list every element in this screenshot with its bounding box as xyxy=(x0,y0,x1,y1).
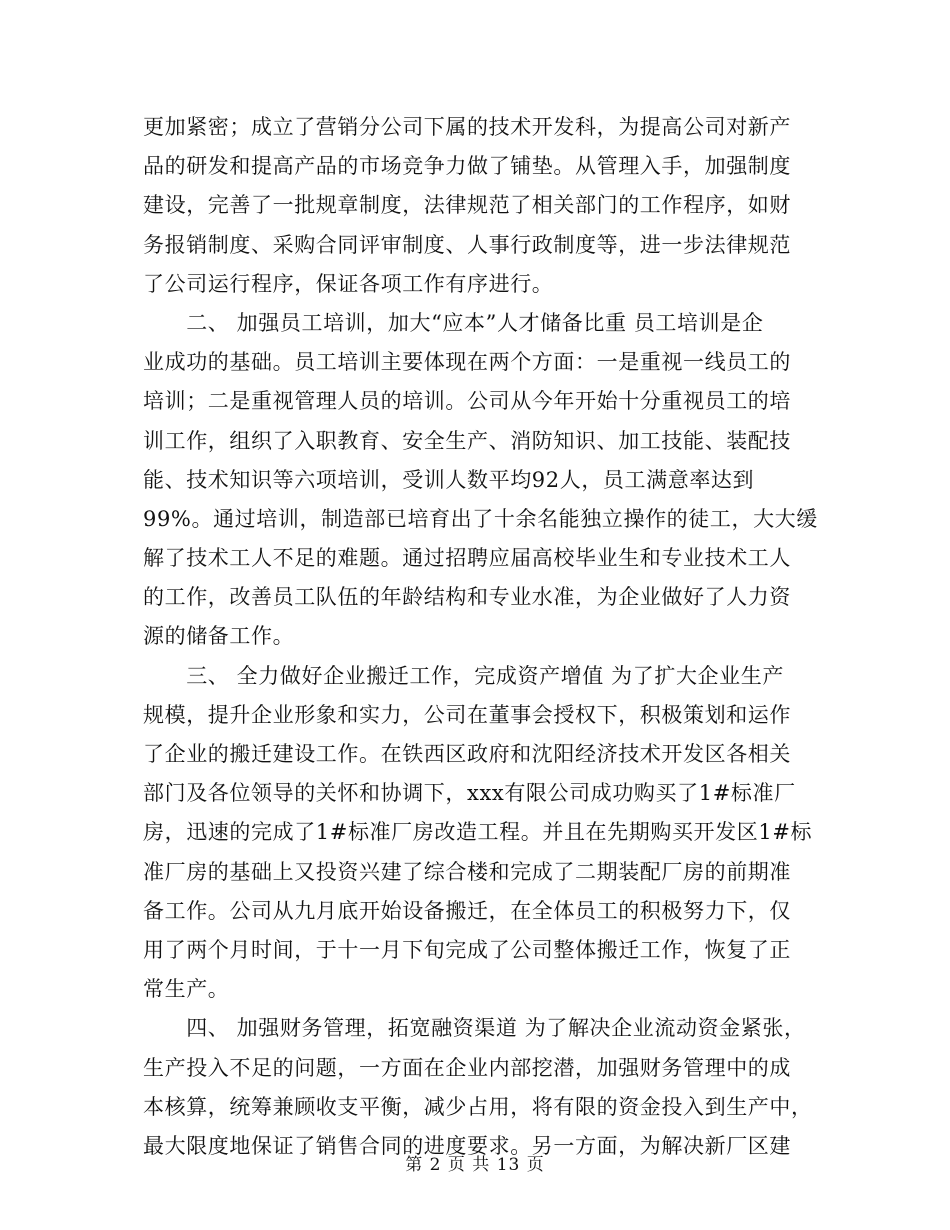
text-line: 训工作，组织了入职教育、安全生产、消防知识、加工技能、装配技 xyxy=(143,428,791,453)
text-line: 更加紧密；成立了营销分公司下属的技术开发科，为提高公司对新产 xyxy=(143,115,791,139)
text-line: 源的储备工作。 xyxy=(143,624,295,649)
text-line: 了公司运行程序，保证各项工作有序进行。 xyxy=(143,271,554,296)
section-heading-line: 三、 全力做好企业搬迁工作，完成资产增值 为了扩大企业生产 xyxy=(143,663,784,688)
text-line: 用了两个月时间，于十一月下旬完成了公司整体搬迁工作，恢复了正 xyxy=(143,937,791,962)
text-line: 部门及各位领导的关怀和协调下，xxx有限公司成功购买了1#标准厂 xyxy=(143,781,796,806)
page-number-footer: 第 2 页 共 13 页 xyxy=(405,1155,545,1175)
text-line: 建设，完善了一批规章制度，法律规范了相关部门的工作程序，如财 xyxy=(143,193,791,218)
text-line: 解了技术工人不足的难题。通过招聘应届高校毕业生和专业技术工人 xyxy=(143,546,791,571)
text-line: 业成功的基础。员工培训主要体现在两个方面：一是重视一线员工的 xyxy=(143,350,791,375)
text-line: 备工作。公司从九月底开始设备搬迁，在全体员工的积极努力下，仅 xyxy=(143,898,791,923)
text-line: 99%。通过培训，制造部已培育出了十余名能独立操作的徒工，大大缓 xyxy=(143,506,818,531)
text-line: 了企业的搬迁建设工作。在铁西区政府和沈阳经济技术开发区各相关 xyxy=(143,742,791,766)
text-line: 品的研发和提高产品的市场竞争力做了铺垫。从管理入手，加强制度 xyxy=(143,154,791,179)
text-line: 准厂房的基础上又投资兴建了综合楼和完成了二期装配厂房的前期准 xyxy=(143,859,791,884)
section-heading-line: 四、 加强财务管理，拓宽融资渠道 为了解决企业流动资金紧张， xyxy=(143,1016,806,1041)
text-line: 本核算，统筹兼顾收支平衡，减少占用，将有限的资金投入到生产中， xyxy=(143,1094,813,1119)
text-line: 培训；二是重视管理人员的培训。公司从今年开始十分重视员工的培 xyxy=(143,389,791,414)
text-line: 最大限度地保证了销售合同的进度要求。另一方面，为解决新厂区建 xyxy=(143,1133,791,1158)
text-line: 规模，提升企业形象和实力，公司在董事会授权下，积极策划和运作 xyxy=(143,702,791,727)
section-heading-line: 二、 加强员工培训，加大“应本”人才储备比重 员工培训是企 xyxy=(143,310,764,335)
text-line: 的工作，改善员工队伍的年龄结构和专业水准，为企业做好了人力资 xyxy=(143,585,791,610)
text-line: 务报销制度、采购合同评审制度、人事行政制度等，进一步法律规范 xyxy=(143,232,791,257)
text-line: 能、技术知识等六项培训，受训人数平均92人，员工满意率达到 xyxy=(143,467,755,492)
text-line: 常生产。 xyxy=(143,977,230,1002)
text-line: 房，迅速的完成了1#标准厂房改造工程。并且在先期购买开发区1#标 xyxy=(143,820,813,845)
text-line: 生产投入不足的问题，一方面在企业内部挖潜，加强财务管理中的成 xyxy=(143,1055,791,1080)
body-text xyxy=(143,108,818,1166)
